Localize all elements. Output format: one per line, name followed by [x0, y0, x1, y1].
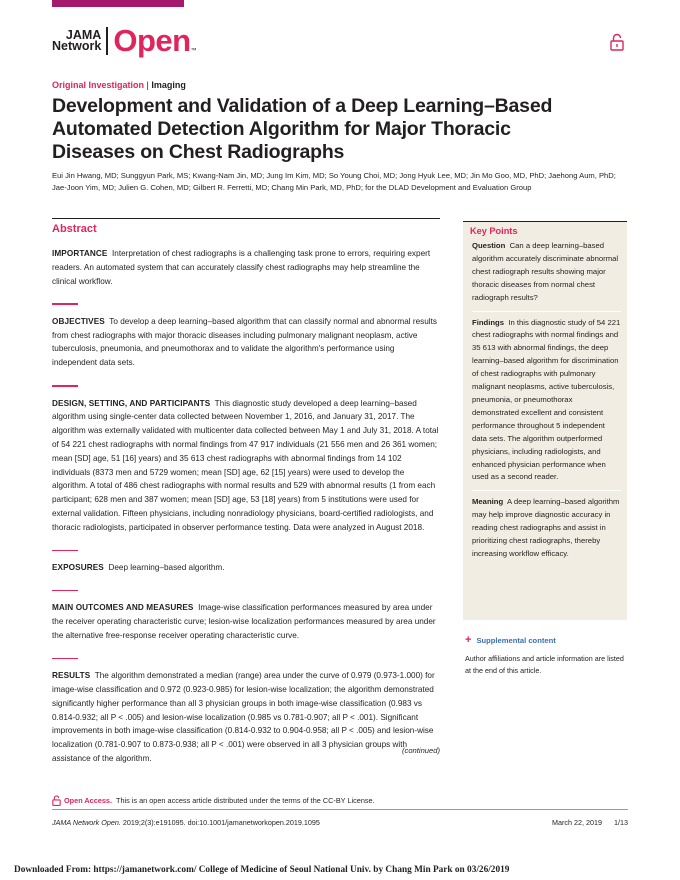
logo-line-jama: JAMA	[65, 28, 102, 42]
supplemental-label: Supplemental content	[476, 635, 556, 645]
author-list: Eui Jin Hwang, MD; Sunggyun Park, MS; Kwang-Nam Jin, MD; Jung Im Kim, MD; So Young Choi, MD; Jong Hyuk Lee, MD; Jin Mo Goo, MD, PhD; Jaehong Aum, PhD; Jae-Joon Yim, MD; Julien G. Cohen, MD; Gilbert R. Ferretti, MD; Chang Min Park, MD, PhD; for the DLAD Development and Evaluation Group	[52, 171, 616, 192]
abstract-header	[52, 218, 440, 235]
abstract-body	[52, 247, 440, 781]
key-points-divider	[472, 311, 621, 312]
continued-note: (continued)	[402, 746, 440, 755]
key-point-question: Question Can a deep learning–based algorithm accurately discriminate abnormal chest radiograph results showing major thoracic diseases from normal chest radiograph results?	[472, 241, 619, 302]
key-points-divider	[472, 490, 621, 491]
key-points-box	[463, 221, 627, 620]
key-points-heading: Key Points	[470, 226, 518, 236]
abstract-results: RESULTS The algorithm demonstrated a median (range) area under the curve of 0.979 (0.973-1.000) for image-wise classification and 0.972 (0.923-0.985) for lesion-wise localization; the algorithm demonstrated significantly higher performance than all 3 physician groups in both image-wise classification (0.983 vs 0.814-0.932; all P < .005) and lesion-wise localization (0.985 vs 0.781-0.907; all P < .001). Significant improvements in both image-wise classification (0.814-0.932 to 0.904-0.958; all P < .005) and lesion-wise localization (0.781-0.907 to 0.873-0.938; all P < .001) were observed in all 3 physician groups with assistance of the algorithm.	[52, 671, 435, 764]
abstract-objectives: OBJECTIVES To develop a deep learning–based algorithm that can classify normal and abnormal results from chest radiographs with major thoracic diseases including pulmonary malignant neoplasm, active tuberculosis, pneumonia, and pneumothorax and to validate the algorithm's performance using independent data sets.	[52, 316, 437, 368]
open-access-text: This is an open access article distributed under the terms of the CC-BY License.	[116, 796, 375, 805]
article-title: Development and Validation of a Deep Learning–Based Automated Detection Algorithm for Major Thoracic Diseases on Chest Radiographs	[52, 95, 553, 163]
logo-open-text: Open	[113, 23, 191, 58]
footer-date: March 22, 2019	[552, 818, 602, 827]
abstract-exposures: EXPOSURES Deep learning–based algorithm.	[52, 563, 225, 573]
page-footer	[52, 818, 628, 827]
brand-top-bar	[52, 0, 184, 7]
abstract-heading: Abstract	[52, 223, 97, 235]
open-access-lock-icon	[52, 795, 61, 806]
logo-divider	[106, 27, 108, 55]
section-divider	[52, 590, 78, 592]
jama-network-open-logo[interactable]	[52, 24, 197, 58]
open-access-notice	[52, 795, 375, 806]
affiliations-note: Author affiliations and article information are listed at the end of this article.	[465, 654, 624, 675]
footer-journal: JAMA Network Open.	[52, 818, 121, 827]
article-category: Original Investigation | Imaging	[52, 80, 186, 90]
section-divider	[52, 550, 78, 552]
section-divider	[52, 303, 78, 305]
key-point-meaning: Meaning A deep learning–based algorithm may help improve diagnostic accuracy in reading chest radiographs and assist in prioritizing chest radiographs, thereby increasing workflow efficacy.	[472, 497, 620, 558]
download-stamp: Downloaded From: https://jamanetwork.com/ College of Medicine of Seoul National Univ. by Chang Min Park on 03/26/2019	[14, 865, 510, 875]
logo-trademark: ™	[190, 48, 197, 54]
plus-icon: +	[465, 634, 472, 646]
category-label[interactable]: Original Investigation	[52, 80, 145, 90]
open-access-label: Open Access.	[64, 796, 112, 805]
open-lock-icon	[610, 33, 624, 51]
section-divider	[52, 658, 78, 660]
abstract-outcomes: MAIN OUTCOMES AND MEASURES Image-wise classification performances measured by area under the receiver operating characteristic curve; lesion-wise localization performances measured by area under the alternative free-response receiver operating characteristic curve.	[52, 603, 436, 640]
footer-divider	[52, 809, 628, 810]
logo-line-network: Network	[52, 39, 102, 53]
footer-citation[interactable]: 2019;2(3):e191095. doi:10.1001/jamanetworkopen.2019.1095	[122, 818, 320, 827]
abstract-design: DESIGN, SETTING, AND PARTICIPANTS This diagnostic study developed a deep learning–based algorithm using single-center data collected between November 1, 2016, and January 31, 2017. The algorithm was externally validated with multicenter data collected between May 1 and July 31, 2018. A total of 54 221 chest radiographs with normal findings from 47 917 individuals (21 556 men and 26 361 women; mean [SD] age, 51 [16] years) and 35 613 chest radiographs with abnormal findings from 14 102 individuals (8373 men and 5729 women; mean [SD] age, 62 [15] years) were used to develop the algorithm. A total of 486 chest radiographs with normal results and 529 with abnormal results (1 from each participant; 628 men and 387 women; mean [SD] age, 53 [18] years) from 5 institutions were used for external validation. Fifteen physicians, including nonradiology physicians, board-certified radiologists, and thoracic radiologists, participated in observer performance testing. Data were analyzed in August 2018.	[52, 398, 439, 532]
section-divider	[52, 385, 78, 387]
subcategory-label[interactable]: Imaging	[151, 80, 186, 90]
abstract-importance: IMPORTANCE Interpretation of chest radiographs is a challenging task prone to errors, requiring expert readers. An automated system that can accurately classify chest radiographs may help streamline the clinical workflow.	[52, 249, 431, 286]
supplemental-content-link[interactable]	[465, 634, 556, 646]
footer-page-number: 1/13	[614, 818, 628, 827]
key-point-findings: Findings In this diagnostic study of 54 221 chest radiographs with normal findings and 35 613 with abnormal findings, the deep learning–based algorithm for discrimination of chest radiographs with pulmonary malignant neoplasms, active tuberculosis, pneumonia, or pneumothorax demonstrated excellent and consistent performance throughout 5 independent data sets. The algorithm outperformed physicians, including radiologists, and enhanced physician performance when used as a second reader.	[472, 317, 621, 482]
